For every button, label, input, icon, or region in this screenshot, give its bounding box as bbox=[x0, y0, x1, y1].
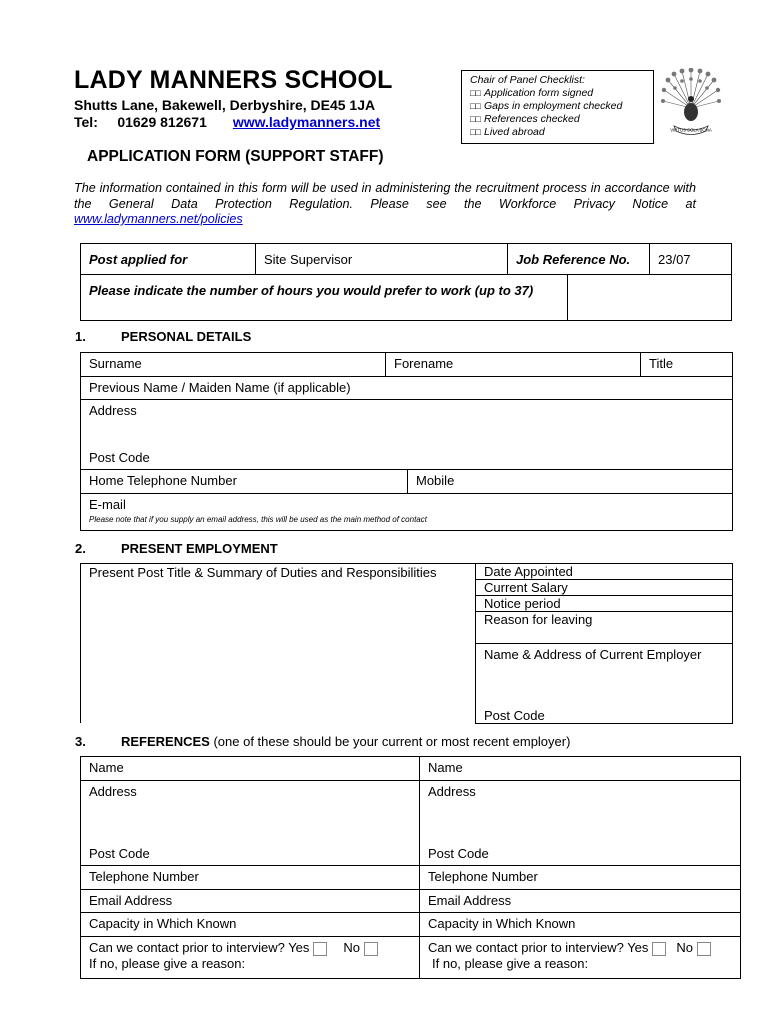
notice-period-field[interactable]: Notice period bbox=[475, 595, 733, 612]
section-number: 1. bbox=[75, 329, 86, 344]
preferred-hours-input[interactable] bbox=[567, 274, 732, 321]
employer-label: Name & Address of Current Employer bbox=[484, 647, 702, 662]
form-title: APPLICATION FORM (SUPPORT STAFF) bbox=[87, 148, 384, 165]
reason-label: If no, please give a reason: bbox=[89, 955, 246, 971]
checkbox-icon[interactable]: □□ bbox=[470, 114, 481, 124]
ref2-postcode-label: Post Code bbox=[428, 846, 489, 861]
yes-label: Yes bbox=[627, 940, 649, 955]
employer-postcode-label: Post Code bbox=[484, 708, 545, 723]
address-field[interactable] bbox=[80, 399, 733, 470]
section-title bbox=[121, 734, 570, 749]
references-subtitle: (one of these should be your current or most recent employer) bbox=[209, 734, 571, 749]
address-label: Address bbox=[89, 403, 137, 418]
ref2-capacity-field[interactable]: Capacity in Which Known bbox=[419, 912, 741, 937]
intro-text: The information contained in this form will be used in administering the recruitment process in accordance with the General Data Protection Regulation. Please see the Workforce Privacy Notice at bbox=[74, 181, 696, 211]
contact-question: Can we contact prior to interview? bbox=[89, 940, 285, 955]
postcode-label: Post Code bbox=[89, 450, 150, 465]
ref2-name-field[interactable]: Name bbox=[419, 756, 741, 781]
checkbox-icon[interactable]: □□ bbox=[470, 88, 481, 98]
ref1-name-field[interactable]: Name bbox=[80, 756, 420, 781]
date-appointed-field[interactable]: Date Appointed bbox=[475, 563, 733, 580]
previous-name-field[interactable]: Previous Name / Maiden Name (if applicable) bbox=[80, 376, 733, 400]
yes-label: Yes bbox=[288, 940, 310, 955]
no-checkbox[interactable] bbox=[697, 942, 711, 956]
section-number: 3. bbox=[75, 734, 86, 749]
school-name: LADY MANNERS SCHOOL bbox=[74, 66, 393, 94]
checklist-item: Application form signed bbox=[484, 87, 594, 99]
ref1-address-field[interactable] bbox=[80, 780, 420, 866]
no-label: No bbox=[676, 940, 694, 955]
ref1-contact-field bbox=[80, 936, 420, 979]
school-address: Shutts Lane, Bakewell, Derbyshire, DE45 1JA bbox=[74, 97, 376, 113]
privacy-intro bbox=[74, 181, 696, 228]
ref1-address-label: Address bbox=[89, 784, 137, 799]
current-salary-field[interactable]: Current Salary bbox=[475, 579, 733, 596]
ref2-contact-row bbox=[428, 940, 732, 956]
yes-checkbox[interactable] bbox=[652, 942, 666, 956]
reason-label: If no, please give a reason: bbox=[432, 955, 589, 971]
no-checkbox[interactable] bbox=[364, 942, 378, 956]
reason-leaving-field[interactable]: Reason for leaving bbox=[475, 611, 733, 644]
mobile-field[interactable]: Mobile bbox=[407, 469, 733, 494]
chair-checklist bbox=[461, 70, 654, 144]
ref1-telephone-field[interactable]: Telephone Number bbox=[80, 865, 420, 890]
home-telephone-field[interactable]: Home Telephone Number bbox=[80, 469, 408, 494]
logo-motto: VIRTUS SOLA BONA bbox=[670, 127, 712, 133]
ref2-telephone-field[interactable]: Telephone Number bbox=[419, 865, 741, 890]
contact-question: Can we contact prior to interview? bbox=[428, 940, 624, 955]
checklist-item: Lived abroad bbox=[484, 126, 545, 138]
job-reference-value[interactable]: 23/07 bbox=[649, 243, 732, 275]
ref1-email-field[interactable]: Email Address bbox=[80, 889, 420, 913]
peacock-crest-icon bbox=[660, 68, 722, 136]
checkbox-icon[interactable]: □□ bbox=[470, 101, 481, 111]
forename-field[interactable]: Forename bbox=[385, 352, 641, 377]
title-field[interactable]: Title bbox=[640, 352, 733, 377]
checklist-title: Chair of Panel Checklist: bbox=[470, 74, 585, 86]
tel-number: 01629 812671 bbox=[117, 114, 207, 130]
references-title: REFERENCES bbox=[121, 734, 210, 749]
section-number: 2. bbox=[75, 541, 86, 556]
post-applied-label: Post applied for bbox=[80, 243, 256, 275]
ref2-address-label: Address bbox=[428, 784, 476, 799]
ref2-contact-field bbox=[419, 936, 741, 979]
website-link[interactable]: www.ladymanners.net bbox=[232, 114, 381, 130]
checklist-item: Gaps in employment checked bbox=[484, 100, 623, 112]
tel-label: Tel: bbox=[74, 114, 98, 130]
email-label: E-mail bbox=[89, 497, 126, 512]
preferred-hours-label: Please indicate the number of hours you would prefer to work (up to 37) bbox=[80, 274, 568, 321]
policies-link[interactable]: www.ladymanners.net/policies bbox=[74, 212, 243, 226]
surname-field[interactable]: Surname bbox=[80, 352, 386, 377]
ref2-address-field[interactable] bbox=[419, 780, 741, 866]
school-telephone bbox=[74, 114, 380, 130]
present-post-label: Present Post Title & Summary of Duties and Responsibilities bbox=[89, 565, 437, 580]
ref1-postcode-label: Post Code bbox=[89, 846, 150, 861]
checkbox-icon[interactable]: □□ bbox=[470, 127, 481, 137]
email-field[interactable] bbox=[80, 493, 733, 531]
section-title: PRESENT EMPLOYMENT bbox=[121, 541, 278, 556]
job-reference-label: Job Reference No. bbox=[507, 243, 650, 275]
no-label: No bbox=[343, 940, 361, 955]
section-title: PERSONAL DETAILS bbox=[121, 329, 252, 344]
checklist-item: References checked bbox=[484, 113, 580, 125]
present-post-field[interactable] bbox=[80, 563, 476, 723]
yes-checkbox[interactable] bbox=[313, 942, 327, 956]
current-employer-field[interactable] bbox=[475, 643, 733, 724]
email-note: Please note that if you supply an email address, this will be used as the main method of contact bbox=[89, 515, 427, 524]
ref2-email-field[interactable]: Email Address bbox=[419, 889, 741, 913]
ref1-contact-row bbox=[89, 940, 411, 956]
post-applied-value[interactable]: Site Supervisor bbox=[255, 243, 508, 275]
ref1-capacity-field[interactable]: Capacity in Which Known bbox=[80, 912, 420, 937]
